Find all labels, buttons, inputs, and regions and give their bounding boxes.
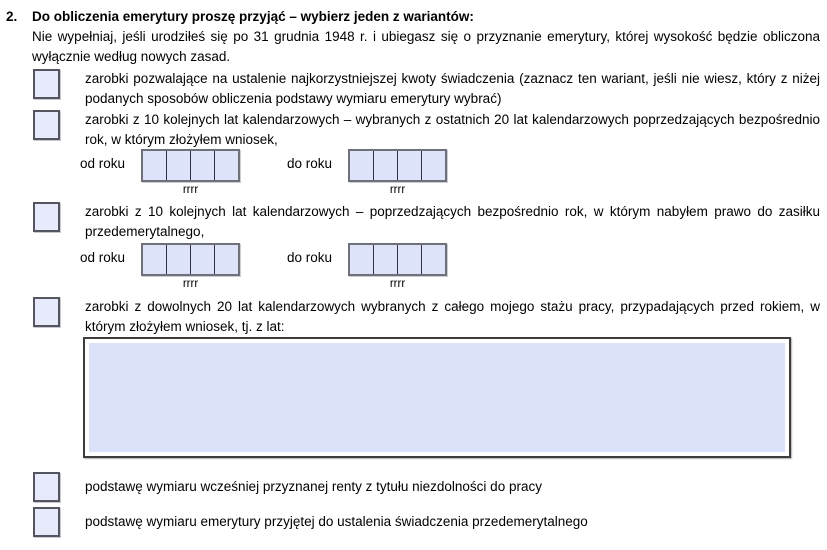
option-row [33,472,820,502]
section-title: Do obliczenia emerytury proszę przyjąć – wybierz jeden z wariantów: [32,9,474,24]
option-4-checkbox[interactable] [33,297,60,327]
option-3-label: zarobki z 10 kolejnych lat kalendarzowych – poprzedzających bezpośrednio rok, w którym nabyłem prawo do zasiłku przedemerytalnego, [85,204,820,239]
option-2-label: zarobki z 10 kolejnych lat kalendarzowych – wybranych z ostatnich 20 lat kalendarzowych poprzedzających bezpośrednio rok, w którym złożyłem wniosek, [85,112,820,147]
years-list-input[interactable] [89,343,785,452]
year-digit-cell [143,151,166,180]
year-digit-cell [397,245,421,274]
option-6-label: podstawę wymiaru emerytury przyjętej do ustalenia świadczenia przedemerytalnego [85,514,588,529]
option-row [33,202,820,242]
from-year-input[interactable] [141,243,240,276]
option-4-label: zarobki z dowolnych 20 lat kalendarzowych wybranych z całego mojego stażu pracy, przypadających przed rokiem, w którym złożyłem wniosek, tj. z lat: [85,299,820,334]
year-digit-cell [214,245,238,274]
from-year-input[interactable] [141,149,240,182]
year-format-hint: rrrr [182,278,199,290]
to-year-field [348,243,447,290]
year-range-row [0,149,827,195]
option-2-checkbox[interactable] [33,110,60,140]
year-digit-cell [166,245,190,274]
option-row [33,297,820,337]
option-5-checkbox[interactable] [33,472,60,502]
year-digit-cell [350,245,373,274]
section-number: 2. [6,9,18,24]
to-year-field [348,149,447,196]
year-digit-cell [350,151,373,180]
year-format-hint: rrrr [389,184,406,196]
from-year-label: od roku [80,156,126,171]
year-digit-cell [373,245,397,274]
year-digit-cell [214,151,238,180]
to-year-label: do roku [287,250,333,265]
from-year-field [141,243,240,290]
section-note: Nie wypełniaj, jeśli urodziłeś się po 31 grudnia 1948 r. i ubiegasz się o przyznanie emerytury, której wysokość będzie obliczona wyłącznie według nowych zasad. [32,29,820,64]
from-year-label: od roku [80,250,126,265]
year-digit-cell [397,151,421,180]
to-year-input[interactable] [348,243,447,276]
year-format-hint: rrrr [389,278,406,290]
year-digit-cell [143,245,166,274]
option-1-checkbox[interactable] [33,69,60,99]
year-digit-cell [166,151,190,180]
year-range-row [0,243,827,289]
option-row [33,69,820,109]
option-3-checkbox[interactable] [33,202,60,232]
from-year-field [141,149,240,196]
year-digit-cell [421,245,445,274]
to-year-input[interactable] [348,149,447,182]
option-row [33,110,820,150]
years-list-field [83,337,791,458]
year-digit-cell [421,151,445,180]
year-digit-cell [190,245,214,274]
option-5-label: podstawę wymiaru wcześniej przyznanej renty z tytułu niezdolności do pracy [85,479,542,494]
option-1-label: zarobki pozwalające na ustalenie najkorzystniejszej kwoty świadczenia (zaznacz ten wariant, jeśli nie wiesz, który z niżej podanych sposobów obliczenia podstawy wymiaru emerytury wybrać) [85,71,820,106]
year-digit-cell [373,151,397,180]
to-year-label: do roku [287,156,333,171]
year-format-hint: rrrr [182,184,199,196]
year-digit-cell [190,151,214,180]
option-6-checkbox[interactable] [33,507,60,537]
option-row [33,507,820,537]
